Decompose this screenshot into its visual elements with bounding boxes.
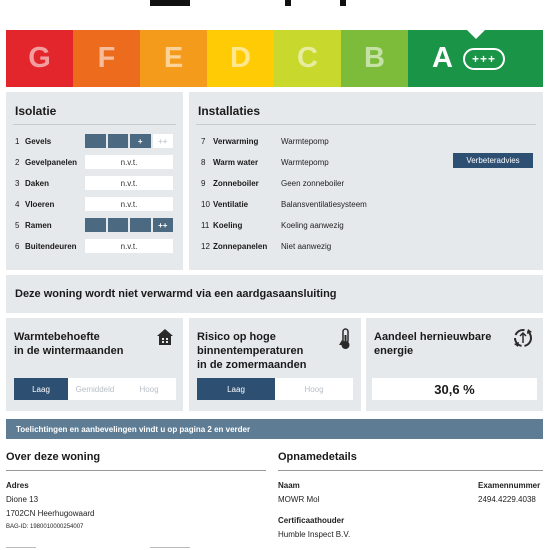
hernieuwbaar-panel [366,318,543,411]
row-name: Ventilatie [213,199,249,209]
energy-class-letter: G [28,42,51,74]
recycle-icon [512,327,534,349]
option-laag: Laag [14,378,68,400]
energy-class-suffix: +++ [463,48,505,70]
isolatie-value: n.v.t. [85,197,173,211]
energy-class-letter: A [432,42,453,74]
energy-class-letter: F [97,42,116,74]
installatie-row [201,237,543,255]
thermometer-icon [337,328,355,350]
row-name: Zonneboiler [213,178,259,188]
risico-title-2: binnentemperaturen [197,345,304,357]
energy-class-letter: C [297,42,318,74]
house-icon [156,328,174,346]
isolatie-scale [85,134,173,148]
energy-class-e [140,30,207,87]
energy-label-scale [6,30,543,87]
scale-cell [130,218,151,232]
row-name: Zonnepanelen [213,241,268,251]
risico-scale [197,378,353,400]
header-fragment [0,0,550,8]
scale-cell [85,218,106,232]
row-name: Vloeren [25,199,55,209]
warmtebehoefte-title-1: Warmtebehoefte [14,331,100,343]
isolatie-value: n.v.t. [85,155,173,169]
isolatie-row [15,195,183,213]
option-gemiddeld: Gemiddeld [68,378,122,400]
energy-class-letter: D [230,42,251,74]
energy-class-letter: E [163,42,184,74]
installatie-row [201,216,543,234]
installatie-row [201,132,543,150]
warmtebehoefte-panel [6,318,183,411]
row-number: 8 [201,157,206,167]
row-name: Ramen [25,220,52,230]
row-value: Niet aanwezig [281,241,332,251]
row-value: Balansventilatiesysteem [281,199,367,209]
naam-label: Naam [278,481,300,490]
row-number: 9 [201,178,206,188]
row-value: Geen zonneboiler [281,178,345,188]
isolatie-scale [85,218,173,232]
opname-title: Opnamedetails [278,451,357,463]
over-woning-title: Over deze woning [6,451,101,463]
energy-class-c [274,30,341,87]
row-value: Warmtepomp [281,136,329,146]
row-number: 6 [15,241,20,251]
row-name: Koeling [213,220,243,230]
certificaathouder-value: Humble Inspect B.V. [278,530,351,539]
examen-value: 2494.4229.4038 [478,495,536,504]
certificaathouder-label: Certificaathouder [278,516,345,525]
installatie-row [201,174,543,192]
hernieuwbaar-value: 30,6 % [372,378,537,400]
row-name: Daken [25,178,50,188]
examen-label: Examennummer [478,481,541,490]
scale-cell [108,218,129,232]
scale-cell: ++ [153,134,174,148]
row-name: Buitendeuren [25,241,77,251]
installaties-panel [189,92,543,270]
row-number: 12 [201,241,210,251]
adres-city: 1702CN Heerhugowaard [6,509,95,518]
verbeteradvies-button[interactable]: Verbeteradvies [453,153,533,168]
row-name: Gevelpanelen [25,157,78,167]
isolatie-panel [6,92,183,270]
adres-street: Dione 13 [6,495,39,504]
gas-notice-text: Deze woning wordt niet verwarmd via een aardgasaansluiting [15,288,337,300]
hernieuwbaar-title-1: Aandeel hernieuwbare [374,331,492,343]
isolatie-row [15,153,183,171]
row-number: 2 [15,157,20,167]
warmtebehoefte-title-2: in de wintermaanden [14,345,124,357]
toelichting-banner: Toelichtingen en aanbevelingen vindt u op pagina 2 en verder [6,419,543,439]
adres-label: Adres [6,481,29,490]
row-number: 1 [15,136,20,146]
risico-panel [189,318,361,411]
gas-notice-panel [6,275,543,313]
isolatie-value: n.v.t. [85,176,173,190]
row-value: Warmtepomp [281,157,329,167]
row-number: 4 [15,199,20,209]
bag-id: BAG-ID: 1980010000254007 [6,524,84,530]
row-number: 10 [201,199,210,209]
energy-class-g [6,30,73,87]
isolatie-row [15,174,183,192]
isolatie-row [15,132,183,150]
isolatie-row [15,216,183,234]
row-number: 11 [201,220,210,230]
installatie-row [201,195,543,213]
energy-class-b [341,30,408,87]
naam-value: MOWR Mol [278,495,320,504]
risico-title-3: in de zomermaanden [197,359,307,371]
energy-class-d [207,30,274,87]
option-hoog: Hoog [122,378,176,400]
row-name: Gevels [25,136,52,146]
row-name: Verwarming [213,136,259,146]
isolatie-title: Isolatie [15,104,57,118]
scale-cell: ++ [153,218,174,232]
row-value: Koeling aanwezig [281,220,344,230]
row-number: 3 [15,178,20,188]
energy-class-a [408,30,543,87]
row-number: 7 [201,136,206,146]
scale-cell [85,134,106,148]
scale-cell [108,134,129,148]
scale-cell: + [130,134,151,148]
option-laag: Laag [197,378,275,400]
energy-class-f [73,30,140,87]
option-hoog: Hoog [275,378,353,400]
risico-title-1: Risico op hoge [197,331,276,343]
isolatie-row [15,237,183,255]
row-number: 5 [15,220,20,230]
hernieuwbaar-title-2: energie [374,345,414,357]
warmtebehoefte-scale [14,378,176,400]
installaties-title: Installaties [198,104,261,118]
isolatie-value: n.v.t. [85,239,173,253]
row-name: Warm water [213,157,259,167]
energy-class-letter: B [364,42,385,74]
